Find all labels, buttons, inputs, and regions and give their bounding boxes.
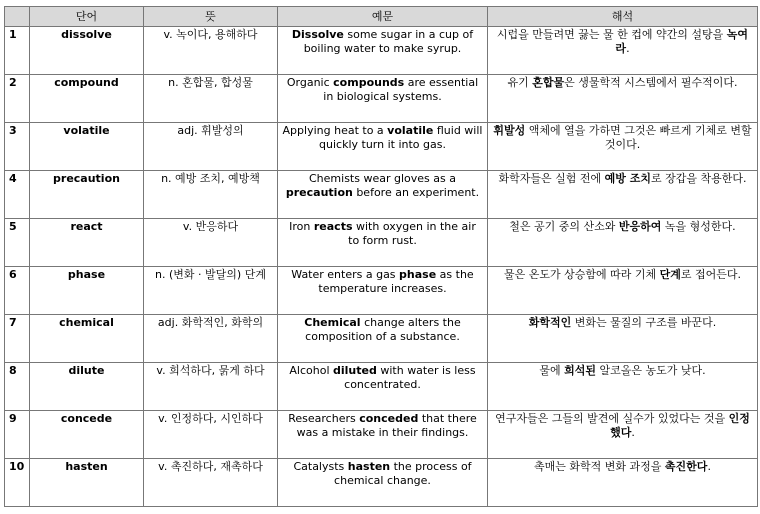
example-highlight: compounds [333,76,405,89]
example-text: fluid will quickly turn it into gas. [319,124,483,151]
row-number: 6 [5,267,30,315]
example-text: Catalysts [293,460,348,473]
word-cell: dilute [30,363,144,411]
translation-highlight: 화학적인 [528,316,572,329]
example-cell [278,123,488,171]
translation-text: 물에 [539,364,565,377]
example-text: Alcohol [289,364,334,377]
header-number [5,7,30,27]
translation-highlight: 단계 [659,268,681,281]
translation-text: 연구자들은 그들의 발견에 실수가 있었다는 것을 [495,412,729,425]
row-number: 1 [5,27,30,75]
row-number: 7 [5,315,30,363]
example-text: Chemists wear gloves as a [309,172,456,185]
translation-cell [488,171,758,219]
meaning-cell: v. 녹이다, 용해하다 [144,27,278,75]
translation-text: 로 장갑을 착용한다. [650,172,747,185]
row-number: 4 [5,171,30,219]
row-number: 9 [5,411,30,459]
table-row [5,219,758,267]
translation-text: 시럽을 만들려면 끓는 물 한 컵에 약간의 설탕을 [496,28,727,41]
translation-text: . [626,42,630,55]
translation-cell [488,459,758,507]
header-row [5,7,758,27]
example-highlight: conceded [359,412,419,425]
example-highlight: reacts [313,220,353,233]
example-text: change alters the composition of a substance. [305,316,461,343]
example-text: that there was a mistake in their findings. [296,412,477,439]
header-translation: 해석 [488,7,758,27]
translation-text: 은 생물학적 시스템에서 필수적이다. [564,76,738,89]
translation-text: 액체에 열을 가하면 그것은 빠르게 기체로 변할 것이다. [525,124,752,151]
example-highlight: hasten [347,460,391,473]
table-row [5,27,758,75]
translation-highlight: 혼합물 [532,76,565,89]
header-word: 단어 [30,7,144,27]
example-highlight: Dissolve [291,28,344,41]
example-cell [278,267,488,315]
meaning-cell: n. (변화 · 발달의) 단계 [144,267,278,315]
table-row [5,123,758,171]
example-cell [278,459,488,507]
example-cell [278,315,488,363]
example-text: Organic [286,76,334,89]
example-text: the process of chemical change. [334,460,472,487]
translation-text: 로 접어든다. [680,268,741,281]
meaning-cell: adj. 화학적인, 화학의 [144,315,278,363]
example-cell [278,411,488,459]
example-text: Iron [289,220,314,233]
example-cell [278,171,488,219]
translation-cell [488,27,758,75]
translation-highlight: 인정했다 [610,412,750,439]
vocabulary-table [4,6,758,507]
example-text: Applying heat to a [282,124,388,137]
meaning-cell: v. 희석하다, 묽게 하다 [144,363,278,411]
row-number: 10 [5,459,30,507]
meaning-cell: v. 촉진하다, 재촉하다 [144,459,278,507]
table-row [5,363,758,411]
translation-highlight: 희석된 [564,364,596,377]
translation-text: 변화는 물질의 구조를 바꾼다. [571,316,717,329]
example-highlight: precaution [285,186,353,199]
header-meaning: 뜻 [144,7,278,27]
translation-text: . [707,460,711,473]
translation-text: . [631,426,635,439]
word-cell: hasten [30,459,144,507]
translation-text: 물은 온도가 상승함에 따라 기체 [503,268,660,281]
meaning-cell: n. 혼합물, 합성물 [144,75,278,123]
example-text: some sugar in a cup of boiling water to make syrup. [303,28,474,55]
example-cell [278,27,488,75]
word-cell: chemical [30,315,144,363]
word-cell: concede [30,411,144,459]
translation-text: 유기 [507,76,533,89]
example-text: are essential in biological systems. [323,76,479,103]
example-text: before an experiment. [352,186,480,199]
meaning-cell: n. 예방 조치, 예방책 [144,171,278,219]
translation-highlight: 휘발성 [493,124,526,137]
word-cell: dissolve [30,27,144,75]
translation-text: 촉매는 화학적 변화 과정을 [534,460,665,473]
translation-highlight: 예방 조치 [604,172,651,185]
translation-highlight: 촉진한다 [664,460,708,473]
meaning-cell: v. 반응하다 [144,219,278,267]
translation-highlight: 녹여라 [615,28,749,55]
table-row [5,171,758,219]
example-text: as the temperature increases. [318,268,474,295]
translation-cell [488,411,758,459]
example-text: with water is less concentrated. [344,364,476,391]
translation-cell [488,75,758,123]
header-example: 예문 [278,7,488,27]
translation-cell [488,267,758,315]
example-cell [278,363,488,411]
table-body [5,27,758,507]
word-cell: precaution [30,171,144,219]
table-row [5,315,758,363]
word-cell: volatile [30,123,144,171]
translation-cell [488,219,758,267]
table-row [5,267,758,315]
table-row [5,75,758,123]
word-cell: phase [30,267,144,315]
example-highlight: Chemical [304,316,361,329]
example-text: Water enters a gas [291,268,400,281]
example-text: with oxygen in the air to form rust. [348,220,476,247]
word-cell: react [30,219,144,267]
translation-text: 화학자들은 실험 전에 [498,172,605,185]
translation-cell [488,315,758,363]
translation-text: 알코올은 농도가 낮다. [596,364,706,377]
table-row [5,411,758,459]
table-row [5,459,758,507]
row-number: 3 [5,123,30,171]
example-highlight: volatile [387,124,434,137]
meaning-cell: v. 인정하다, 시인하다 [144,411,278,459]
word-cell: compound [30,75,144,123]
row-number: 2 [5,75,30,123]
example-text: Researchers [288,412,360,425]
translation-text: 녹을 형성한다. [661,220,736,233]
row-number: 5 [5,219,30,267]
row-number: 8 [5,363,30,411]
translation-cell [488,363,758,411]
translation-highlight: 반응하여 [618,220,662,233]
translation-text: 철은 공기 중의 산소와 [509,220,619,233]
example-cell [278,219,488,267]
example-highlight: diluted [333,364,377,377]
example-highlight: phase [399,268,437,281]
example-cell [278,75,488,123]
meaning-cell: adj. 휘발성의 [144,123,278,171]
table-header [5,7,758,27]
translation-cell [488,123,758,171]
